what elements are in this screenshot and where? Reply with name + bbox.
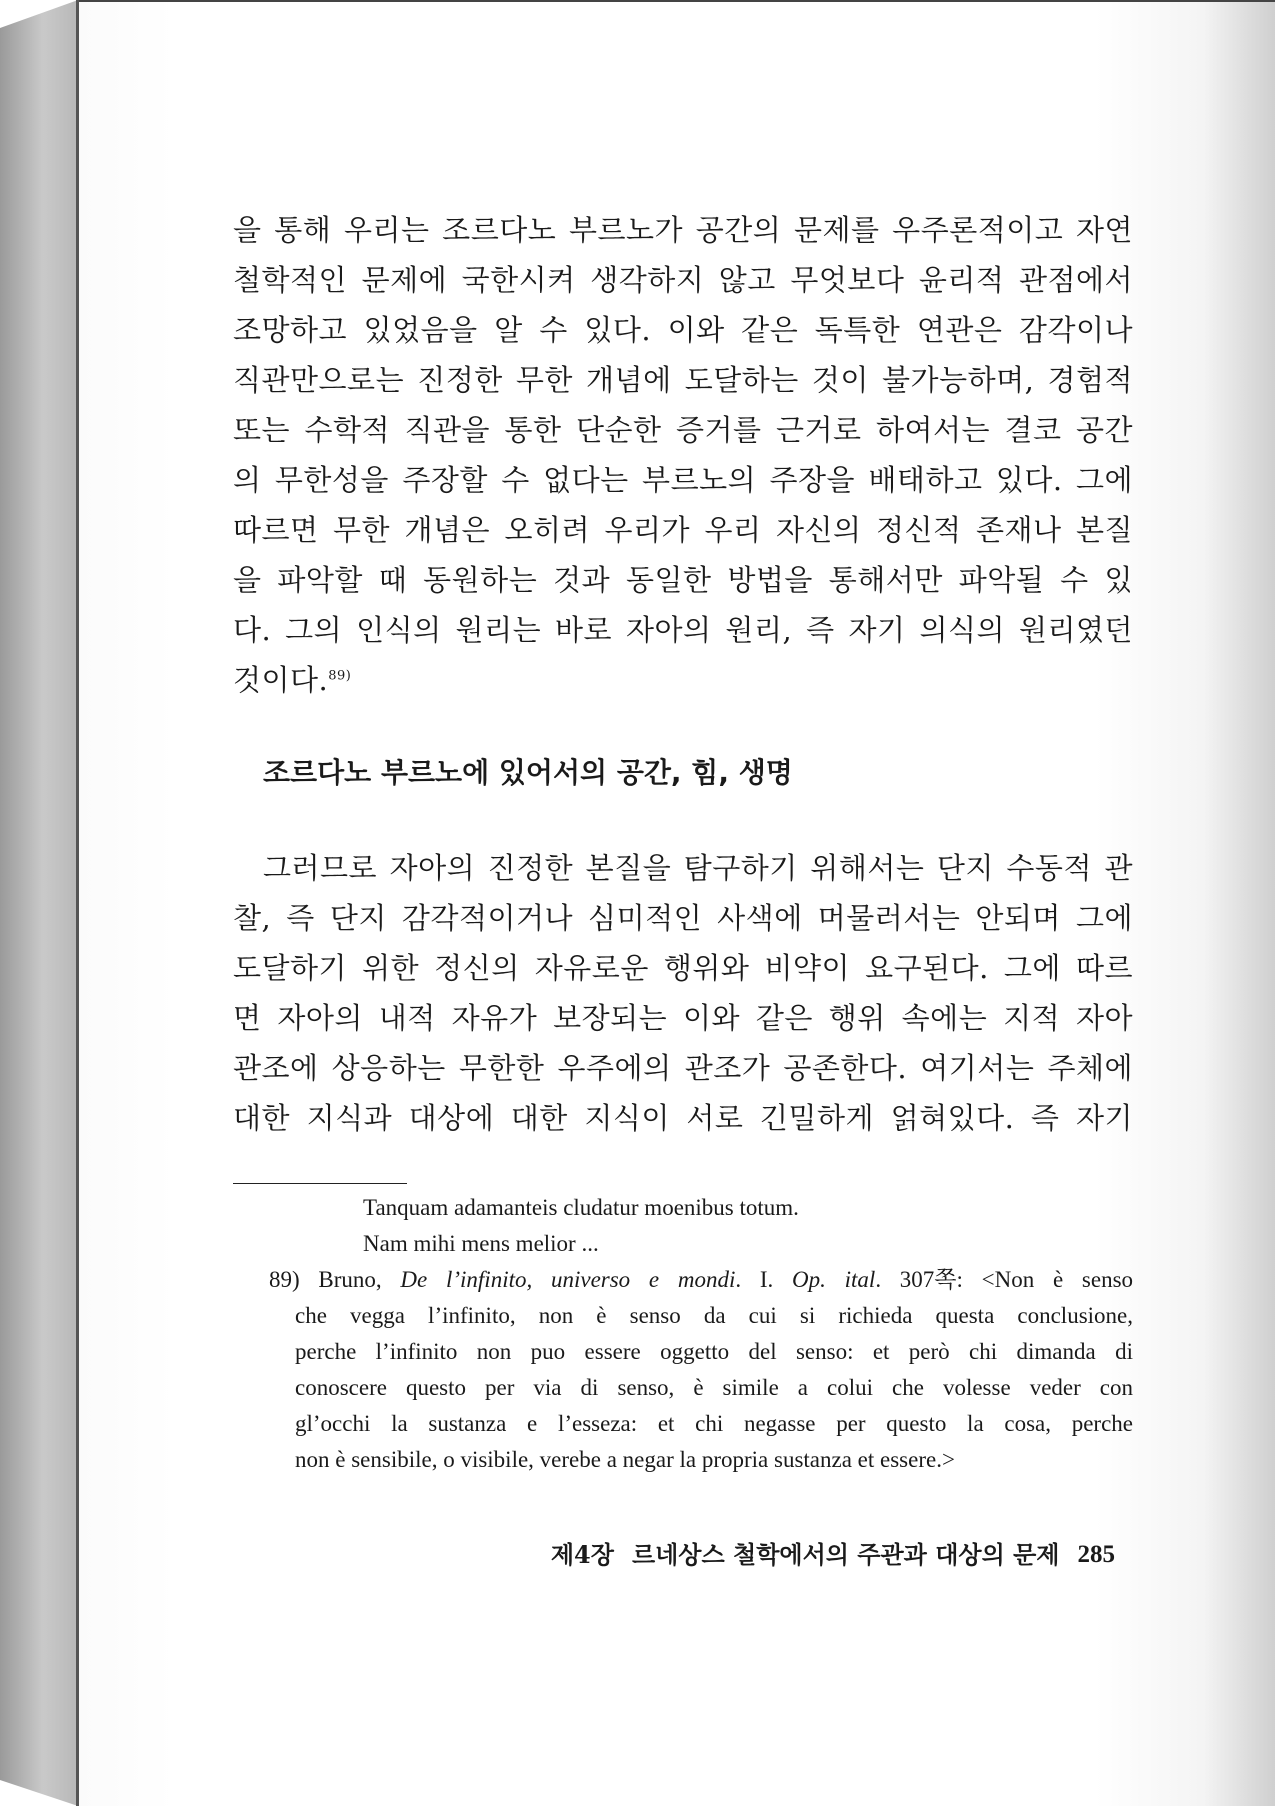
text-line: 다. 그의 인식의 원리는 바로 자아의 원리, 즉 자기 의식의 원리였던	[233, 613, 1133, 647]
text-line: 을 통해 우리는 조르다노 부르노가 공간의 문제를 우주론적이고 자연	[233, 213, 1133, 247]
footnote-title: De l’infinito, universo e mondi	[400, 1267, 736, 1292]
footnote-op: Op. ital	[792, 1267, 876, 1292]
chapter-label: 제4장	[550, 1540, 614, 1569]
footnote-line: che vegga l’infinito, non è senso da cui si richieda questa conclusione,	[295, 1303, 1133, 1328]
footnote-line: conoscere questo per via di senso, è simile a colui che volesse veder con	[295, 1375, 1133, 1400]
footnote-89	[233, 1262, 1133, 1478]
text-line: 관조에 상응하는 무한한 우주에의 관조가 공존한다. 여기서는 주체에	[233, 1051, 1133, 1085]
book-spine	[0, 0, 78, 1806]
footnote-divider	[233, 1183, 407, 1184]
chapter-title: 르네상스 철학에서의 주관과 대상의 문제	[631, 1540, 1060, 1569]
text-line: 을 파악할 때 동원하는 것과 동일한 방법을 통해서만 파악될 수 있	[233, 563, 1133, 597]
running-footer	[505, 1538, 1115, 1572]
page-number: 285	[1077, 1541, 1115, 1568]
footnote-line: perche l’infinito non puo essere oggetto del senso: et però chi dimanda di	[295, 1339, 1133, 1364]
paragraph-1	[233, 205, 1133, 705]
text-line: 찰, 즉 단지 감각적이거나 심미적인 사색에 머물러서는 안되며 그에	[233, 901, 1133, 935]
text-line: 도달하기 위한 정신의 자유로운 행위와 비약이 요구된다. 그에 따르	[233, 951, 1133, 985]
text-line: 그러므로 자아의 진정한 본질을 탐구하기 위해서는 단지 수동적 관	[263, 851, 1133, 885]
text-line: 의 무한성을 주장할 수 없다는 부르노의 주장을 배태하고 있다. 그에	[233, 463, 1133, 497]
footnote-volume: . I.	[735, 1267, 774, 1292]
text-line: 또는 수학적 직관을 통한 단순한 증거를 근거로 하여서는 결코 공간	[233, 413, 1133, 447]
footnote-line: non è sensibile, o visibile, verebe a negar la propria sustanza et essere.>	[295, 1447, 955, 1472]
footnote-author: Bruno,	[318, 1267, 382, 1292]
text-line: 조망하고 있었음을 알 수 있다. 이와 같은 독특한 연관은 감각이나	[233, 313, 1133, 347]
paragraph-2	[233, 843, 1133, 1143]
text-line: 대한 지식과 대상에 대한 지식이 서로 긴밀하게 얽혀있다. 즉 자기	[233, 1101, 1133, 1135]
text-line-content: 것이다.	[233, 663, 329, 697]
footnote-first-line	[269, 1262, 1133, 1298]
text-line	[233, 655, 1133, 705]
footnote-line: gl’occhi la sustanza e l’esseza: et chi negasse per questo la cosa, perche	[295, 1411, 1133, 1436]
footnote-reference: 89)	[328, 668, 352, 684]
text-line: 철학적인 문제에 국한시켜 생각하지 않고 무엇보다 윤리적 관점에서	[233, 263, 1133, 297]
text-line: 면 자아의 내적 자유가 보장되는 이와 같은 행위 속에는 지적 자아	[233, 1001, 1133, 1035]
footnote-quote-line: Nam mihi mens melior ...	[363, 1231, 599, 1256]
text-line: 직관만으로는 진정한 무한 개념에 도달하는 것이 불가능하며, 경험적	[233, 363, 1133, 397]
section-heading: 조르다노 부르노에 있어서의 공간, 힘, 생명	[263, 756, 793, 789]
text-line: 따르면 무한 개념은 오히려 우리가 우리 자신의 정신적 존재나 본질	[233, 513, 1133, 547]
footnote-quote-line: Tanquam adamanteis cludatur moenibus totum.	[363, 1195, 799, 1220]
page-content	[233, 205, 1133, 1478]
footnote-number: 89)	[269, 1267, 300, 1292]
footnote-ref: . 307쪽: <Non è senso	[875, 1267, 1134, 1292]
